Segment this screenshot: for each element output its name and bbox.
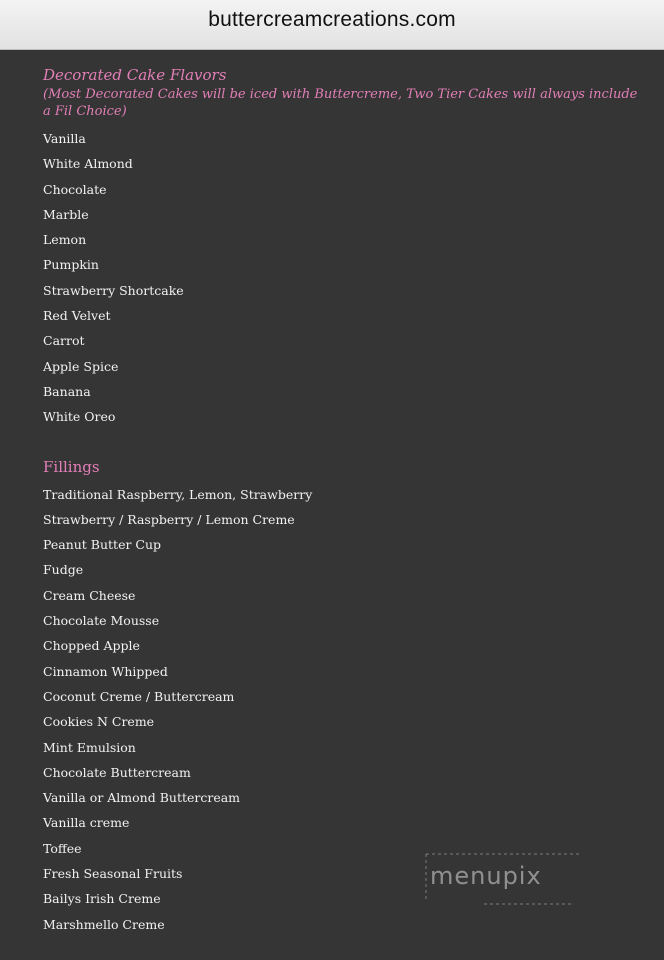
list-item: Marshmello Creme (43, 916, 165, 932)
list-item: White Oreo (43, 409, 116, 425)
list-item: Red Velvet (43, 308, 111, 324)
browser-address-bar[interactable] (0, 0, 664, 50)
list-item: Marble (43, 206, 89, 222)
list-item: Lemon (43, 232, 87, 248)
list-item: Bailys Irish Creme (43, 891, 161, 907)
list-item: Peanut Butter Cup (43, 537, 162, 553)
url-text[interactable]: buttercreamcreations.com (208, 8, 456, 31)
list-item: Apple Spice (43, 358, 119, 374)
list-item: Vanilla creme (43, 815, 130, 831)
cake-flavors-list (43, 126, 643, 430)
cake-flavors-note: (Most Decorated Cakes will be iced with Buttercreme, Two Tier Cakes will always include a Fil Choice) (43, 87, 638, 119)
list-item: Vanilla or Almond Buttercream (43, 790, 241, 806)
menupix-watermark (424, 852, 584, 908)
fillings-title: Fillings (43, 457, 100, 476)
list-item: Chocolate Buttercream (43, 764, 191, 780)
cake-flavors-section (43, 64, 643, 430)
list-item: Cream Cheese (43, 587, 136, 603)
list-item: Chocolate (43, 181, 107, 197)
list-item: Traditional Raspberry, Lemon, Strawberry (43, 486, 313, 502)
list-item: Fudge (43, 562, 84, 578)
list-item: Chopped Apple (43, 638, 140, 654)
menu-content (43, 64, 643, 937)
cake-flavors-title: Decorated Cake Flavors (43, 66, 227, 84)
list-item: Cookies N Creme (43, 714, 155, 730)
list-item: Carrot (43, 333, 85, 349)
list-item: Chocolate Mousse (43, 613, 160, 629)
list-item: Fresh Seasonal Fruits (43, 866, 183, 882)
list-item: Vanilla (43, 131, 86, 146)
list-item: Coconut Creme / Buttercream (43, 688, 235, 704)
list-item: Pumpkin (43, 257, 99, 273)
list-item: Toffee (43, 840, 82, 856)
list-item: Mint Emulsion (43, 739, 136, 755)
list-item: Strawberry Shortcake (43, 282, 184, 298)
list-item: White Almond (43, 156, 133, 172)
list-item: Strawberry / Raspberry / Lemon Creme (43, 511, 295, 527)
watermark-text: menupix (430, 862, 542, 890)
list-item: Banana (43, 383, 91, 399)
list-item: Cinnamon Whipped (43, 663, 168, 679)
